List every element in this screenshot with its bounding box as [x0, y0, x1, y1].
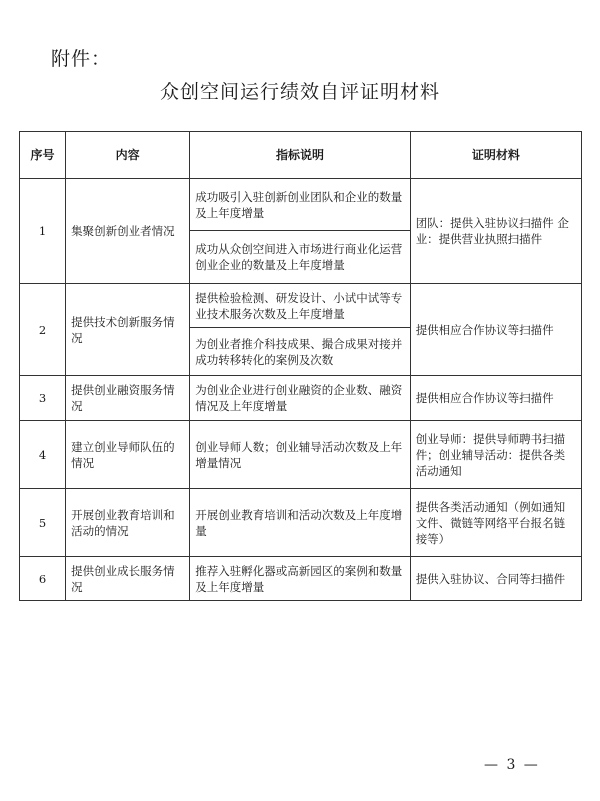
row-indicator: 成功吸引入驻创新创业团队和企业的数量及上年度增量 [190, 179, 410, 231]
column-header-content: 内容 [66, 132, 190, 179]
row-proof: 提供入驻协议、合同等扫描件 [410, 557, 581, 601]
row-indicator: 为创业者推介科技成果、撮合成果对接并成功转移转化的案例及次数 [190, 328, 410, 376]
table-row [20, 376, 582, 421]
table-row [20, 179, 582, 231]
row-seq: 1 [20, 179, 66, 284]
row-indicator: 推荐入驻孵化器或高新园区的案例和数量及上年度增量 [190, 557, 410, 601]
row-seq: 3 [20, 376, 66, 421]
document-title: 众创空间运行绩效自评证明材料 [159, 81, 440, 103]
row-content: 开展创业教育培训和活动的情况 [66, 489, 190, 557]
column-header-proof: 证明材料 [410, 132, 581, 179]
row-content: 提供创业融资服务情况 [66, 376, 190, 421]
row-seq: 4 [20, 421, 66, 489]
column-header-indicator: 指标说明 [190, 132, 410, 179]
table-header-row [20, 132, 582, 179]
row-indicator: 开展创业教育培训和活动次数及上年度增量 [190, 489, 410, 557]
row-indicator: 创业导师人数；创业辅导活动次数及上年增量情况 [190, 421, 410, 489]
column-header-seq: 序号 [20, 132, 66, 179]
row-proof: 创业导师：提供导师聘书扫描件；创业辅导活动：提供各类活动通知 [410, 421, 581, 489]
row-seq: 6 [20, 557, 66, 601]
row-indicator: 为创业企业进行创业融资的企业数、融资情况及上年度增量 [190, 376, 410, 421]
row-indicator: 成功从众创空间进入市场进行商业化运营创业企业的数量及上年度增量 [190, 231, 410, 284]
table-row [20, 557, 582, 601]
evaluation-table [19, 131, 582, 601]
row-proof: 提供相应合作协议等扫描件 [410, 376, 581, 421]
table-row [20, 489, 582, 557]
row-seq: 5 [20, 489, 66, 557]
row-content: 提供技术创新服务情况 [66, 284, 190, 376]
row-content: 建立创业导师队伍的情况 [66, 421, 190, 489]
row-seq: 2 [20, 284, 66, 376]
row-proof: 团队：提供入驻协议扫描件 企业：提供营业执照扫描件 [410, 179, 581, 284]
attachment-label: 附件： [51, 48, 112, 70]
page-number: — 3 — [484, 757, 540, 773]
row-content: 集聚创新创业者情况 [66, 179, 190, 284]
table-row [20, 284, 582, 328]
row-proof: 提供相应合作协议等扫描件 [410, 284, 581, 376]
row-indicator: 提供检验检测、研发设计、小试中试等专业技术服务次数及上年度增量 [190, 284, 410, 328]
row-content: 提供创业成长服务情况 [66, 557, 190, 601]
table-row [20, 421, 582, 489]
row-proof: 提供各类活动通知（例如通知文件、微链等网络平台报名链接等） [410, 489, 581, 557]
